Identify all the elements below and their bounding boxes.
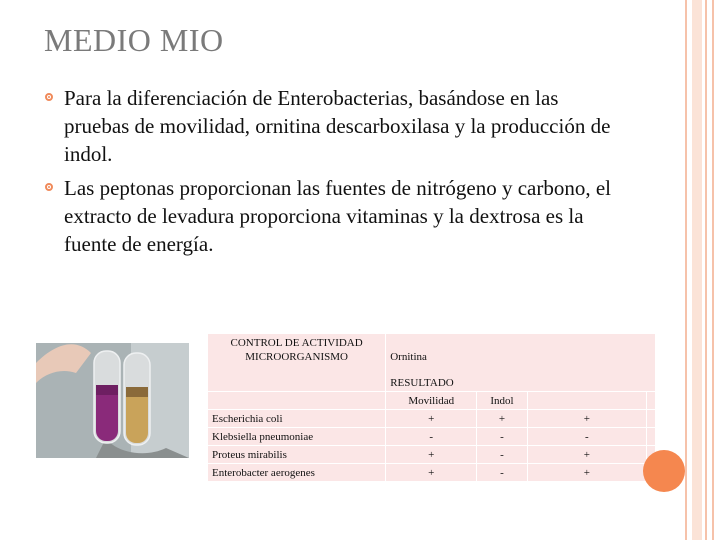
decor-rail-3 (705, 0, 707, 540)
subheader-empty-cell (208, 392, 386, 410)
table-row (208, 464, 656, 482)
movilidad-cell: - (386, 428, 477, 446)
ornitina-cell: + (527, 410, 646, 428)
table-subheader-row (208, 392, 656, 410)
row-end-cell (646, 428, 655, 446)
header-ornitina-label: Ornitina (390, 351, 427, 363)
ornitina-cell: + (527, 446, 646, 464)
decor-rail-4 (712, 0, 714, 540)
ornitina-cell: + (527, 464, 646, 482)
movilidad-cell: + (386, 446, 477, 464)
table-header-row (208, 334, 656, 392)
table-row (208, 410, 656, 428)
header-control-label: CONTROL DE ACTIVIDAD (230, 337, 363, 349)
decor-rail-2 (692, 0, 702, 540)
test-tubes-photo (36, 343, 189, 458)
subheader-empty-end (646, 392, 655, 410)
decor-circle (643, 450, 685, 492)
organism-cell: Escherichia coli (208, 410, 386, 428)
bullet-list (42, 84, 622, 264)
subheader-indol: Indol (477, 392, 528, 410)
subheader-empty-ornitina (527, 392, 646, 410)
ornitina-cell: - (527, 428, 646, 446)
bullet-item-1 (42, 84, 622, 168)
test-tubes-illustration (36, 343, 189, 458)
row-end-cell (646, 410, 655, 428)
table-row (208, 428, 656, 446)
decor-rail-1 (685, 0, 687, 540)
movilidad-cell: + (386, 410, 477, 428)
organism-cell: Enterobacter aerogenes (208, 464, 386, 482)
movilidad-cell: + (386, 464, 477, 482)
indol-cell: + (477, 410, 528, 428)
header-right-cell (386, 334, 656, 392)
organism-cell: Proteus mirabilis (208, 446, 386, 464)
slide-title: MEDIO MIO (44, 22, 224, 58)
header-left-cell (208, 334, 386, 392)
bullet-item-2 (42, 174, 622, 258)
organism-cell: Klebsiella pneumoniae (208, 428, 386, 446)
header-organism-label: MICROORGANISMO (245, 351, 348, 363)
table-row (208, 446, 656, 464)
bullet-marker-icon (45, 183, 53, 191)
indol-cell: - (477, 446, 528, 464)
bullet-text-2: Las peptonas proporcionan las fuentes de nitrógeno y carbono, el extracto de levadura proporciona vitaminas y la dextrosa es la fuente de energía. (64, 176, 611, 256)
results-table (207, 333, 656, 482)
header-resultado-label: RESULTADO (390, 377, 454, 389)
bullet-text-1: Para la diferenciación de Enterobacterias, basándose en las pruebas de movilidad, ornitina descarboxilasa y la producción de indol. (64, 86, 611, 166)
results-table-wrap (207, 333, 656, 482)
indol-cell: - (477, 464, 528, 482)
subheader-movilidad: Movilidad (386, 392, 477, 410)
bullet-marker-icon (45, 93, 53, 101)
indol-cell: - (477, 428, 528, 446)
